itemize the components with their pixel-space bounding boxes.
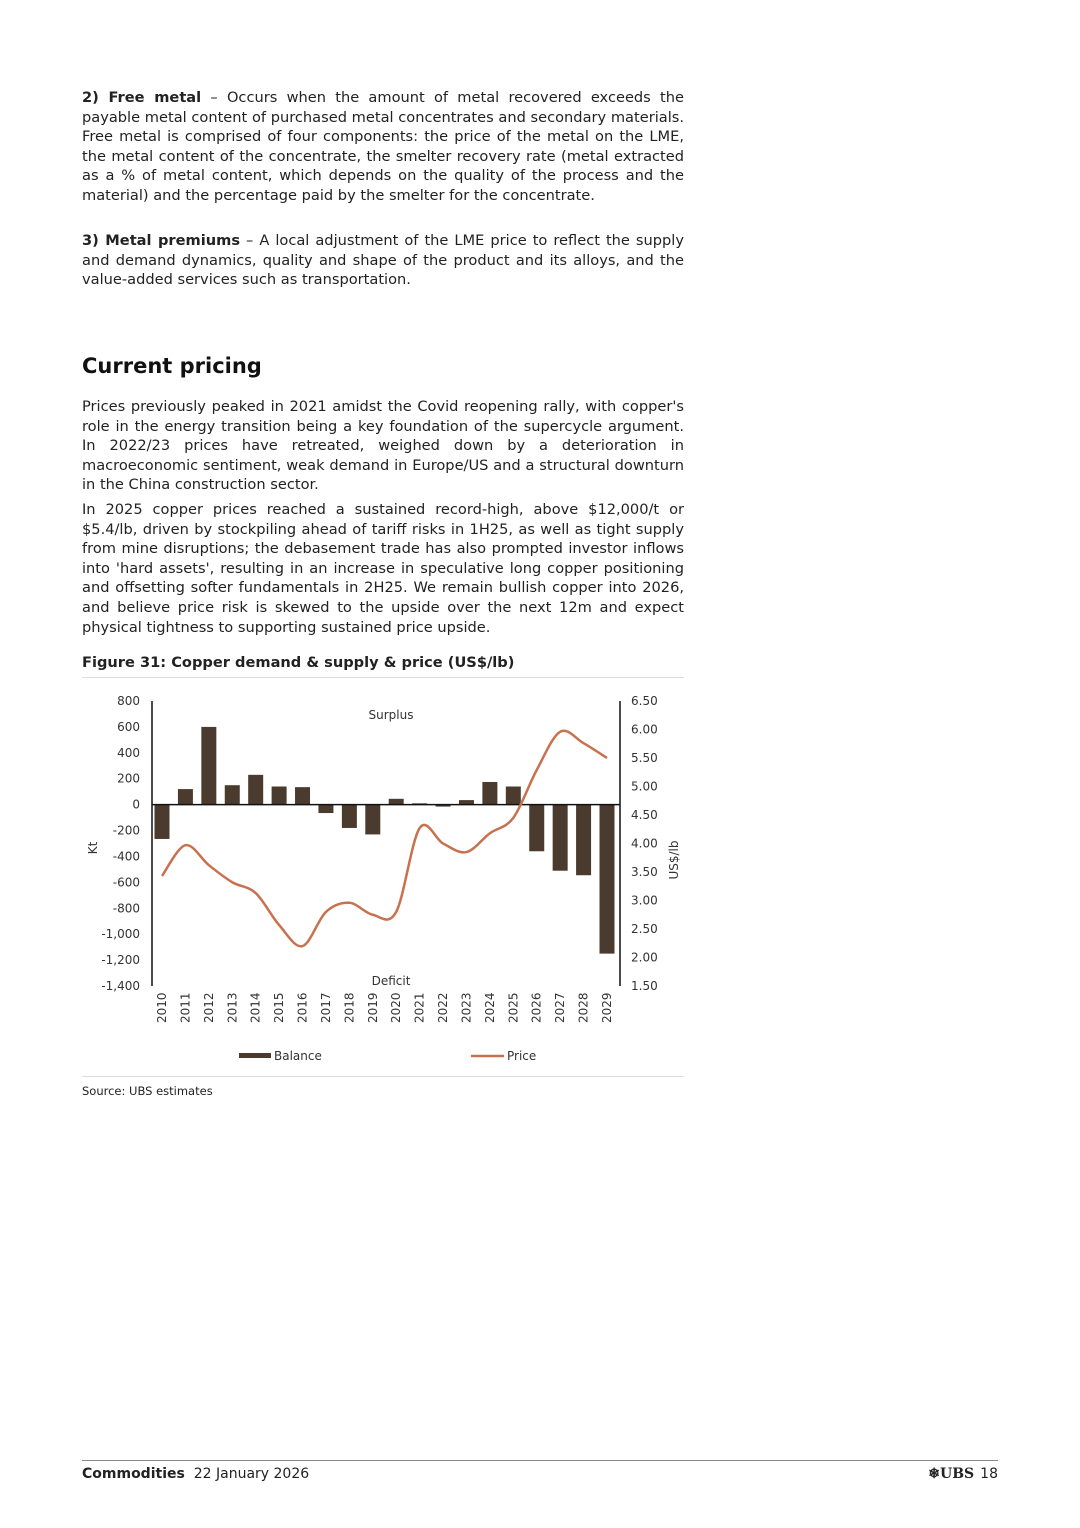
footer-rule xyxy=(82,1460,998,1461)
free-metal-lead: 2) Free metal xyxy=(82,89,202,106)
left-tick-label: -400 xyxy=(112,849,140,864)
x-tick-label: 2021 xyxy=(412,992,427,1023)
x-tick-label: 2027 xyxy=(553,992,568,1023)
left-tick-label: 0 xyxy=(132,797,140,812)
balance-bar xyxy=(225,785,240,804)
legend-balance-swatch xyxy=(239,1053,271,1058)
right-tick-label: 3.00 xyxy=(631,893,658,908)
right-tick-label: 5.50 xyxy=(631,751,658,765)
balance-bar xyxy=(178,789,193,805)
balance-bar xyxy=(155,805,170,839)
x-tick-label: 2018 xyxy=(342,992,357,1023)
x-tick-label: 2012 xyxy=(201,992,216,1023)
right-tick-label: 6.50 xyxy=(631,694,658,708)
footer-date: 22 January 2026 xyxy=(193,1466,310,1482)
right-tick-label: 3.50 xyxy=(631,865,658,879)
footer-section: Commodities xyxy=(82,1466,185,1482)
left-tick-label: -200 xyxy=(112,823,140,838)
left-tick-label: 200 xyxy=(117,771,140,786)
x-tick-label: 2022 xyxy=(436,992,451,1023)
balance-bar xyxy=(365,805,380,835)
legend-price-label: Price xyxy=(507,1049,537,1063)
x-tick-label: 2015 xyxy=(272,992,287,1023)
right-tick-label: 6.00 xyxy=(631,722,658,737)
balance-bar xyxy=(295,787,310,804)
free-metal-text: – Occurs when the amount of metal recovered exceeds the payable metal content of purchased metal concentrates and secondary materials. Free metal is comprised of four components: the price of the metal on the LME, the metal content of the concentrate, the smelter recovery rate (metal extracted as a % of metal content, which depends on the quality of the process and the material) and the percentage paid by the smelter for the concentrate. xyxy=(82,89,684,204)
balance-bar xyxy=(482,782,497,805)
balance-bar xyxy=(600,805,615,954)
right-axis-label: US$/lb xyxy=(667,840,681,880)
balance-bar xyxy=(576,805,591,876)
surplus-annotation: Surplus xyxy=(368,708,414,722)
left-tick-label: -1,200 xyxy=(101,953,140,968)
right-tick-label: 4.50 xyxy=(631,808,658,822)
section-heading: Current pricing xyxy=(82,354,262,378)
x-tick-label: 2014 xyxy=(248,992,263,1023)
pricing-paragraph-1: Prices previously peaked in 2021 amidst the Covid reopening rally, with copper's role in the energy transition being a key foundation of the supercycle argument. In 2022/23 prices have retreated, weighed down by a deterioration in macroeconomic sentiment, weak demand in Europe/US and a structural downturn in the China construction sector. xyxy=(82,398,684,494)
right-tick-label: 5.00 xyxy=(631,779,658,794)
x-tick-label: 2010 xyxy=(155,992,169,1023)
left-tick-label: -600 xyxy=(112,875,140,890)
balance-bar xyxy=(272,787,287,805)
page-number: 18 xyxy=(980,1466,998,1482)
x-tick-label: 2026 xyxy=(529,992,544,1023)
footer-left xyxy=(82,1466,309,1482)
metal-premiums-lead: 3) Metal premiums xyxy=(82,232,241,249)
balance-bar xyxy=(389,799,404,805)
figure-bottom-rule xyxy=(82,1076,684,1077)
balance-bar xyxy=(529,805,544,852)
x-tick-label: 2016 xyxy=(295,992,310,1023)
figure-title: Figure 31: Copper demand & supply & price (US$/lb) xyxy=(82,654,515,671)
x-tick-label: 2025 xyxy=(506,992,521,1023)
figure-source: Source: UBS estimates xyxy=(82,1084,213,1098)
right-tick-label: 2.50 xyxy=(631,922,658,936)
ubs-logo: ❄UBS xyxy=(928,1466,975,1482)
balance-bar xyxy=(318,805,333,813)
x-tick-label: 2013 xyxy=(225,992,240,1023)
balance-bar xyxy=(506,787,521,805)
left-tick-label: 800 xyxy=(117,694,140,708)
deficit-annotation: Deficit xyxy=(371,974,411,988)
left-tick-label: 600 xyxy=(117,719,140,734)
legend-balance-label: Balance xyxy=(274,1049,322,1063)
left-tick-label: -800 xyxy=(112,901,140,916)
x-tick-label: 2023 xyxy=(459,992,474,1023)
left-tick-label: 400 xyxy=(117,745,140,760)
x-tick-label: 2029 xyxy=(600,992,614,1023)
right-tick-label: 2.00 xyxy=(631,950,658,965)
right-tick-label: 1.50 xyxy=(631,979,658,993)
right-tick-label: 4.00 xyxy=(631,836,658,851)
footer-right xyxy=(928,1466,998,1482)
x-tick-label: 2028 xyxy=(576,992,591,1023)
left-tick-label: -1,400 xyxy=(101,979,140,993)
x-tick-label: 2024 xyxy=(482,992,497,1023)
x-tick-label: 2017 xyxy=(318,992,333,1023)
metal-premiums-text: – A local adjustment of the LME price to reflect the supply and demand dynamics, quality and shape of the product and its alloys, and the value-added services such as transportation. xyxy=(82,232,684,289)
balance-bar xyxy=(553,805,568,871)
x-tick-label: 2020 xyxy=(389,992,404,1023)
pricing-paragraph-2: In 2025 copper prices reached a sustained record-high, above $12,000/t or $5.4/lb, driven by stockpiling ahead of tariff risks in 1H25, as well as tight supply from mine disruptions; the debasement trade has also prompted investor inflows into 'hard assets', resulting in an increase in speculative long copper positioning and offsetting softer fundamentals in 2H25. We remain bullish copper into 2026, and believe price risk is skewed to the upside over the next 12m and expect physical tightness to supporting sustained price upside. xyxy=(82,501,684,636)
left-tick-label: -1,000 xyxy=(101,927,140,942)
balance-bar xyxy=(248,775,263,805)
x-tick-label: 2019 xyxy=(365,992,380,1023)
left-axis-label: Kt xyxy=(86,841,100,855)
balance-bar xyxy=(201,727,216,805)
x-tick-label: 2011 xyxy=(178,992,193,1023)
balance-bar xyxy=(342,805,357,828)
